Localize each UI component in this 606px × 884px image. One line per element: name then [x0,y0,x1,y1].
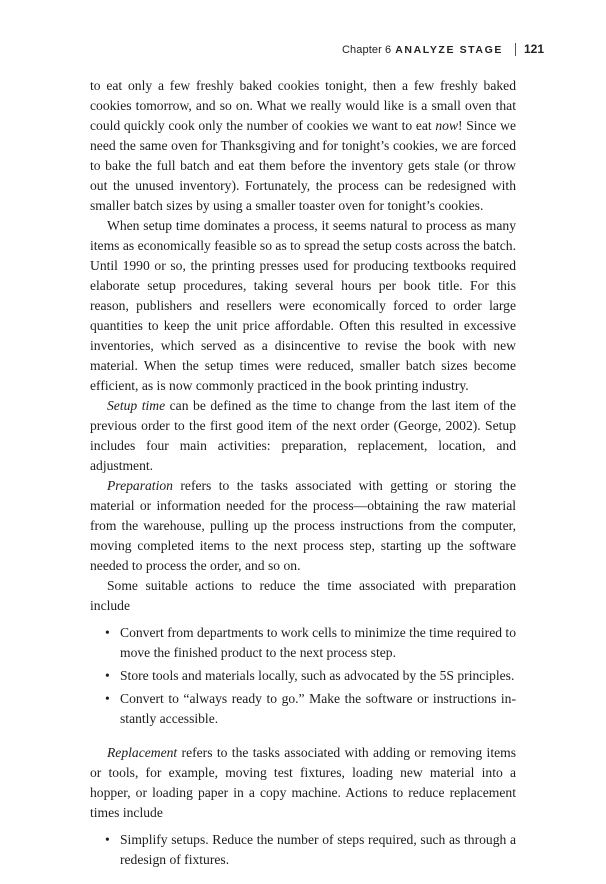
term-setup-time: Setup time [107,398,166,413]
list-item: • Store tools and materials locally, such as advocated by the 5S principles. [120,666,516,686]
list-item: • Convert to “always ready to go.” Make the software or instructions instantly accessible. [105,691,516,726]
paragraph: When setup time dominates a process, it seems natural to process as many items as economically feasible so as to spread the setup costs across the batch. Until 1990 or so, the printing presses used for producing textbooks required elaborate setup procedures, taking several hours per book title. For this reason, publishers and resellers were economically forced to order large quantities to keep the unit price affordable. Often this resulted in excessive inventories, which served as a disincentive to revise the book with new material. When the setup times were reduced, smaller batch sizes become efficient, as is now commonly practiced in the book printing industry. [90,218,516,393]
list-item: • Simplify setups. Reduce the number of steps required, such as through a redesign of fixtures. [105,832,516,867]
header-divider [515,43,516,56]
bullet-icon: • [105,625,110,640]
bullet-list-preparation [90,623,516,729]
paragraph: Setup time can be defined as the time to change from the last item of the previous order to the first good item of the next order (George, 2002). Setup includes four main activities: preparation, replacement, location, and adjustment. [90,398,516,473]
emphasis: now [435,118,459,133]
stage-label: ANALYZE STAGE [395,44,503,56]
paragraph: to eat only a few freshly baked cookies tonight, then a few freshly baked cookies tomorrow, and so on. What we really would like is a small oven that could quickly cook only the number of cookies we want to eat now! Since we need the same oven for Thanksgiving and for tonight’s cookies, we are forced to bake the full batch and eat them before the inventory gets stale (or throw out the unused inventory). Fortunately, the process can be redesigned with smaller batch sizes by using a smaller toaster oven for tonight’s cookies. [90,78,516,213]
paragraph: Preparation refers to the tasks associated with getting or storing the material or information needed for the process—obtaining the raw material from the warehouse, pulling up the process instructions from the computer, moving completed items to the next process step, starting up the software needed to process the order, and so on. [90,478,516,573]
running-header [342,42,544,56]
bullet-icon: • [105,691,110,706]
bullet-list-replacement [90,830,516,870]
term-preparation: Preparation [107,478,173,493]
chapter-label: Chapter 6 [342,44,392,56]
bullet-icon: • [105,668,110,683]
list-item: • Convert from departments to work cells to minimize the time required to move the finished product to the next process step. [105,625,517,660]
paragraph: Replacement refers to the tasks associated with adding or removing items or tools, for example, moving test fixtures, loading new material into a hopper, or loading paper in a copy machine. Actions to reduce replacement times include [90,745,516,820]
bullet-icon: • [105,832,110,847]
term-replacement: Replacement [107,745,178,760]
page-body [90,76,516,884]
page-number: 121 [523,42,544,56]
paragraph: Some suitable actions to reduce the time associated with preparation include [90,578,516,613]
